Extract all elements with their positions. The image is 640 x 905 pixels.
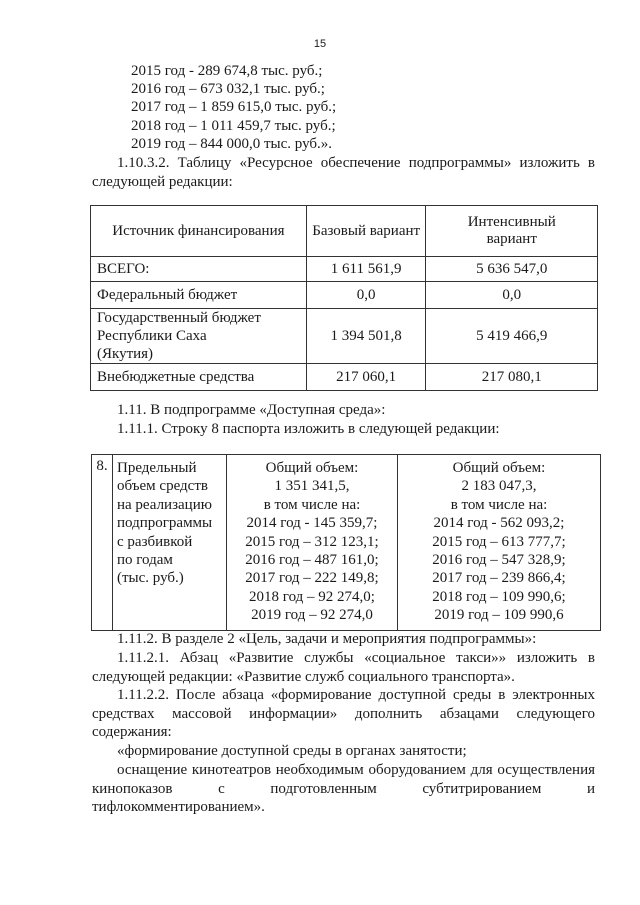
paragraph-1-11: 1.11. В подпрограмме «Доступная среда»: bbox=[117, 402, 386, 418]
value-line: 2019 год – 92 274,0 bbox=[251, 607, 373, 624]
paragraph-1-11-2-1: 1.11.2.1. Абзац «Развитие службы «социальное такси»» изложить в следующей редакции: «Развитие служб социального транспорта». bbox=[92, 650, 595, 685]
value-line: 2018 год – 109 990,6; bbox=[432, 588, 566, 605]
value-line: в том числе на: bbox=[450, 496, 548, 513]
cell-source: Внебюджетные средства bbox=[91, 364, 307, 391]
header-base: Базовый вариант bbox=[306, 206, 426, 257]
amount-line: 2016 год – 673 032,1 тыс. руб.; bbox=[131, 81, 325, 98]
cell-base: 1 611 561,9 bbox=[306, 257, 426, 282]
table-row bbox=[91, 257, 598, 282]
amount-line: 2019 год – 844 000,0 тыс. руб.». bbox=[131, 135, 333, 152]
passport-table bbox=[91, 454, 601, 631]
cell-intensive: 5 419 466,9 bbox=[426, 309, 598, 364]
table-row bbox=[91, 309, 598, 364]
amount-line: 2018 год – 1 011 459,7 тыс. руб.; bbox=[131, 117, 336, 134]
cell-intensive: 217 080,1 bbox=[426, 364, 598, 391]
label-line: Предельный bbox=[117, 460, 197, 476]
resource-table bbox=[90, 205, 598, 391]
amount-line: 2015 год - 289 674,8 тыс. руб.; bbox=[131, 63, 323, 79]
cell-source: Федеральный бюджет bbox=[91, 282, 307, 309]
value-line: 2018 год – 92 274,0; bbox=[249, 588, 375, 605]
label-line: на реализацию bbox=[117, 496, 212, 513]
value-line: 2016 год – 487 161,0; bbox=[245, 552, 379, 569]
row-number: 8. bbox=[92, 455, 113, 631]
header-source: Источник финансирования bbox=[91, 206, 307, 257]
table-row bbox=[91, 282, 598, 309]
row-label bbox=[113, 455, 227, 631]
value-line: 2015 год – 613 777,7; bbox=[432, 533, 566, 550]
label-line: подпрограммы bbox=[117, 515, 213, 532]
value-line: 2019 год – 109 990,6 bbox=[434, 607, 564, 624]
cell-source: ВСЕГО: bbox=[91, 257, 307, 282]
value-line: 2016 год – 547 328,9; bbox=[432, 552, 566, 569]
quote-paragraph-2: оснащение кинотеатров необходимым оборудованием для осуществления кинопоказов с подготовленным субтитрированием и тифлокомментированием». bbox=[92, 762, 595, 815]
value-line: 2 183 047,3, bbox=[461, 478, 537, 495]
value-line: в том числе на: bbox=[263, 496, 361, 513]
value-line: 2014 год - 562 093,2; bbox=[433, 515, 565, 532]
base-values bbox=[227, 455, 398, 631]
value-line: Общий объем: bbox=[452, 460, 546, 476]
value-line: 1 351 341,5, bbox=[274, 478, 350, 495]
cell-base: 217 060,1 bbox=[306, 364, 426, 391]
value-line: Общий объем: bbox=[265, 460, 359, 476]
header-intensive: Интенсивный вариант bbox=[426, 206, 598, 257]
value-line: 2017 год – 222 149,8; bbox=[245, 570, 379, 587]
value-line: 2014 год - 145 359,7; bbox=[246, 515, 378, 532]
paragraph-1-11-2: 1.11.2. В разделе 2 «Цель, задачи и мероприятия подпрограммы»: bbox=[117, 631, 537, 647]
intensive-values bbox=[398, 455, 601, 631]
page-number: 15 bbox=[313, 38, 327, 50]
paragraph-1-10-3-2: 1.10.3.2. Таблицу «Ресурсное обеспечение подпрограммы» изложить в следующей редакции: bbox=[92, 155, 595, 190]
label-line: объем средств bbox=[117, 478, 208, 495]
cell-intensive: 0,0 bbox=[426, 282, 598, 309]
cell-base: 0,0 bbox=[306, 282, 426, 309]
label-line: по годам bbox=[117, 552, 173, 569]
cell-source: Государственный бюджет Республики Саха (Якутия) bbox=[91, 309, 307, 364]
quote-paragraph-1: «формирование доступной среды в органах занятости; bbox=[117, 743, 467, 759]
paragraph-1-11-2-2: 1.11.2.2. После абзаца «формирование доступной среды в электронных средствах массовой информации» дополнить абзацами следующего содержания: bbox=[92, 687, 595, 740]
cell-intensive: 5 636 547,0 bbox=[426, 257, 598, 282]
label-line: с разбивкой bbox=[117, 533, 193, 550]
amounts-list bbox=[131, 62, 336, 153]
amount-line: 2017 год – 1 859 615,0 тыс. руб.; bbox=[131, 99, 337, 116]
paragraph-1-11-1: 1.11.1. Строку 8 паспорта изложить в следующей редакции: bbox=[117, 421, 500, 437]
table-row bbox=[91, 364, 598, 391]
label-line: (тыс. руб.) bbox=[117, 570, 184, 587]
cell-base: 1 394 501,8 bbox=[306, 309, 426, 364]
value-line: 2015 год – 312 123,1; bbox=[245, 533, 379, 550]
value-line: 2017 год – 239 866,4; bbox=[432, 570, 566, 587]
